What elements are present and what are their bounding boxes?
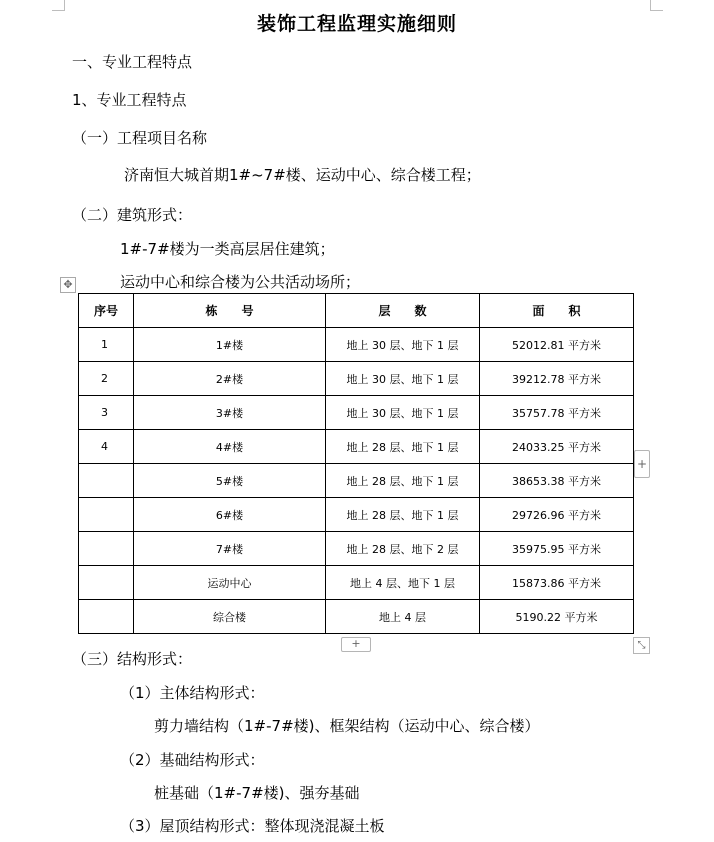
cell-area[interactable]: 15873.86 平方米 — [480, 566, 634, 600]
heading-1-1: 1、专业工程特点 — [72, 91, 187, 109]
cell-serial[interactable]: 3 — [79, 396, 134, 430]
cell-floors[interactable]: 地上 28 层、地下 2 层 — [326, 532, 480, 566]
table-row — [79, 566, 634, 600]
header-area: 面 积 — [480, 294, 634, 328]
cell-building[interactable]: 3#楼 — [134, 396, 326, 430]
table-row — [79, 328, 634, 362]
header-floors: 层 数 — [326, 294, 480, 328]
table-header-row — [79, 294, 634, 328]
section-structure-form: （三）结构形式： — [72, 650, 193, 668]
building-form-line-1: 1#-7#楼为一类高层居住建筑； — [120, 240, 335, 258]
cell-area[interactable]: 52012.81 平方米 — [480, 328, 634, 362]
table-row — [79, 464, 634, 498]
add-column-plus-icon[interactable]: + — [634, 450, 650, 478]
table-row — [79, 362, 634, 396]
cell-building[interactable]: 7#楼 — [134, 532, 326, 566]
cell-area[interactable]: 35757.78 平方米 — [480, 396, 634, 430]
cell-building[interactable]: 综合楼 — [134, 600, 326, 634]
cell-serial[interactable] — [79, 498, 134, 532]
cell-area[interactable]: 35975.95 平方米 — [480, 532, 634, 566]
document-title: 装饰工程监理实施细则 — [256, 13, 457, 35]
cell-serial[interactable]: 1 — [79, 328, 134, 362]
table-row — [79, 396, 634, 430]
main-structure-heading: （1）主体结构形式： — [120, 684, 265, 702]
cell-serial[interactable]: 2 — [79, 362, 134, 396]
cell-area[interactable]: 24033.25 平方米 — [480, 430, 634, 464]
cell-serial[interactable] — [79, 566, 134, 600]
cell-serial[interactable] — [79, 532, 134, 566]
heading-1: 一、专业工程特点 — [72, 53, 193, 71]
table-row — [79, 498, 634, 532]
table-row — [79, 430, 634, 464]
cell-floors[interactable]: 地上 30 层、地下 1 层 — [326, 362, 480, 396]
header-building: 栋 号 — [134, 294, 326, 328]
cell-floors[interactable]: 地上 30 层、地下 1 层 — [326, 396, 480, 430]
cell-serial[interactable] — [79, 464, 134, 498]
cell-floors[interactable]: 地上 28 层、地下 1 层 — [326, 464, 480, 498]
project-name-text: 济南恒大城首期1#~7#楼、运动中心、综合楼工程； — [124, 166, 481, 184]
cell-floors[interactable]: 地上 28 层、地下 1 层 — [326, 498, 480, 532]
table-resize-icon[interactable]: ⤡ — [633, 637, 650, 654]
add-row-plus-icon[interactable]: + — [341, 637, 371, 652]
roof-structure-text: （3）屋顶结构形式：整体现浇混凝土板 — [120, 817, 385, 835]
building-form-line-2: 运动中心和综合楼为公共活动场所； — [120, 273, 361, 291]
section-project-name: （一）工程项目名称 — [72, 129, 208, 147]
cell-floors[interactable]: 地上 28 层、地下 1 层 — [326, 430, 480, 464]
table-row — [79, 600, 634, 634]
cell-area[interactable]: 5190.22 平方米 — [480, 600, 634, 634]
section-building-form: （二）建筑形式： — [72, 206, 193, 224]
cell-floors[interactable]: 地上 30 层、地下 1 层 — [326, 328, 480, 362]
table-row — [79, 532, 634, 566]
cell-building[interactable]: 1#楼 — [134, 328, 326, 362]
cell-building[interactable]: 运动中心 — [134, 566, 326, 600]
cell-floors[interactable]: 地上 4 层 — [326, 600, 480, 634]
cell-area[interactable]: 39212.78 平方米 — [480, 362, 634, 396]
main-structure-text: 剪力墙结构（1#-7#楼)、框架结构（运动中心、综合楼） — [154, 717, 540, 735]
cell-serial[interactable]: 4 — [79, 430, 134, 464]
cell-area[interactable]: 29726.96 平方米 — [480, 498, 634, 532]
cell-building[interactable]: 2#楼 — [134, 362, 326, 396]
cell-building[interactable]: 6#楼 — [134, 498, 326, 532]
building-table — [78, 293, 634, 634]
cell-building[interactable]: 5#楼 — [134, 464, 326, 498]
header-serial: 序号 — [79, 294, 134, 328]
cell-floors[interactable]: 地上 4 层、地下 1 层 — [326, 566, 480, 600]
cell-building[interactable]: 4#楼 — [134, 430, 326, 464]
foundation-structure-heading: （2）基础结构形式： — [120, 751, 265, 769]
table-move-handle-icon[interactable]: ✥ — [60, 277, 76, 293]
foundation-structure-text: 桩基础（1#-7#楼)、强夯基础 — [154, 784, 360, 802]
cell-serial[interactable] — [79, 600, 134, 634]
cell-area[interactable]: 38653.38 平方米 — [480, 464, 634, 498]
